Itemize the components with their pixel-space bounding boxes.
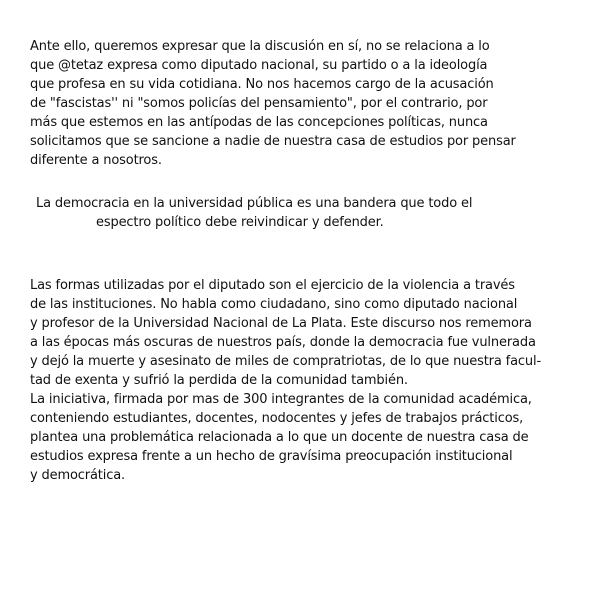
paragraph-1-line-5: más que estemos en las antípodas de las concepciones políticas, nunca: [30, 115, 488, 130]
paragraph-3-line-2: de las instituciones. No habla como ciudadano, sino como diputado nacional: [30, 297, 518, 312]
paragraph-3-line-5: y dejó la muerte y asesinato de miles de compratriotas, de lo que nuestra facul-: [30, 354, 542, 369]
paragraph-3-line-10: estudios expresa frente a un hecho de gravísima preocupación institucional: [30, 449, 513, 464]
paragraph-3-line-9: plantea una problemática relacionada a lo que un docente de nuestra casa de: [30, 430, 529, 445]
paragraph-3-line-8: conteniendo estudiantes, docentes, nodocentes y jefes de trabajos prácticos,: [30, 411, 524, 426]
paragraph-3-line-6: tad de exenta y sufrió la perdida de la comunidad también.: [30, 373, 408, 388]
paragraph-3-line-11: y democrática.: [30, 468, 126, 483]
paragraph-1-line-2: que @tetaz expresa como diputado nacional, su partido o a la ideología: [30, 58, 488, 73]
paragraph-3-line-1: Las formas utilizadas por el diputado son el ejercicio de la violencia a través: [30, 278, 515, 293]
paragraph-3-line-7: La iniciativa, firmada por mas de 300 integrantes de la comunidad académica,: [30, 392, 532, 407]
paragraph-1-line-1: Ante ello, queremos expresar que la discusión en sí, no se relaciona a lo: [30, 39, 490, 54]
paragraph-1-line-6: solicitamos que se sancione a nadie de nuestra casa de estudios por pensar: [30, 134, 516, 149]
paragraph-2-line-1: La democracia en la universidad pública es una bandera que todo el: [36, 196, 473, 211]
paragraph-3-line-3: y profesor de la Universidad Nacional de La Plata. Este discurso nos rememora: [30, 316, 532, 331]
paragraph-1-line-3: que profesa en su vida cotidiana. No nos hacemos cargo de la acusación: [30, 77, 494, 92]
paragraph-1-line-4: de "fascistas'' ni "somos policías del pensamiento", por el contrario, por: [30, 96, 488, 111]
paragraph-3-line-4: a las épocas más oscuras de nuestros país, donde la democracia fue vulnerada: [30, 335, 536, 350]
paragraph-2-line-2: espectro político debe reivindicar y defender.: [96, 215, 384, 230]
paragraph-1-line-7: diferente a nosotros.: [30, 153, 162, 168]
